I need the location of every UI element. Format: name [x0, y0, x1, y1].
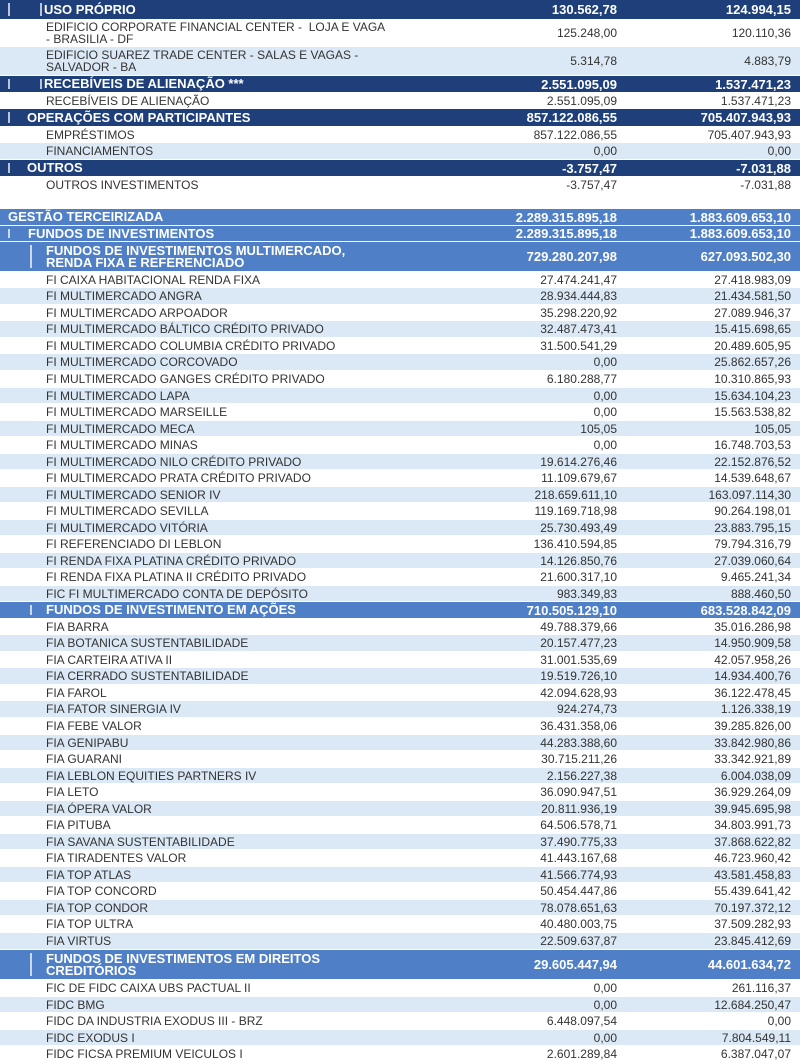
- value-previous: 27.039.060,64: [714, 553, 791, 568]
- value-current: 119.169.718,98: [534, 504, 617, 518]
- value-current: 14.126.850,76: [540, 553, 617, 568]
- row-label: FI MULTIMERCADO SENIOR IV: [46, 487, 221, 502]
- value-current: 25.730.493,49: [540, 520, 617, 535]
- value-current: 37.490.775,33: [540, 834, 617, 849]
- value-previous: 20.489.605,95: [714, 338, 791, 353]
- table-row: [0, 20, 800, 47]
- value-current: 5.314,78: [570, 54, 617, 68]
- value-current: 36.431.358,06: [540, 719, 617, 733]
- value-current: 20.157.477,23: [540, 636, 617, 650]
- value-current: 710.505.129,10: [526, 602, 617, 618]
- value-previous: 6.387.047,07: [720, 1047, 791, 1061]
- value-previous: 1.537.471,23: [720, 93, 791, 108]
- table-row: [0, 536, 800, 553]
- table-row: [0, 867, 800, 883]
- row-label: EDIFICIO CORPORATE FINANCIAL CENTER - LOJA E VAGA - BRASILIA - DF: [46, 20, 386, 46]
- value-previous: 0,00: [767, 1014, 791, 1028]
- row-label: FIA LEBLON EQUITIES PARTNERS IV: [46, 768, 257, 783]
- table-row: [0, 338, 800, 354]
- value-previous: 705.407.943,93: [707, 127, 791, 142]
- value-current: 105,05: [580, 421, 617, 436]
- value-previous: 34.803.991,73: [714, 818, 791, 832]
- table-row: [0, 883, 800, 900]
- value-previous: 27.089.946,37: [714, 305, 791, 320]
- value-current: 218.659.611,10: [534, 487, 617, 502]
- value-previous: 16.748.703,53: [714, 438, 791, 452]
- row-marker: [40, 3, 42, 16]
- section-header-row: [0, 0, 800, 20]
- table-row: [0, 288, 800, 305]
- value-previous: 14.934.400,76: [714, 669, 791, 683]
- table-row: [0, 933, 800, 950]
- table-row: [0, 177, 800, 194]
- row-label: FI MULTIMERCADO SEVILLA: [46, 504, 209, 518]
- row-label: FI CAIXA HABITACIONAL RENDA FIXA: [46, 272, 261, 287]
- value-current: 50.454.447,86: [540, 884, 617, 898]
- row-label: FI MULTIMERCADO ARPOADOR: [46, 305, 228, 320]
- row-label: FI MULTIMERCADO COLUMBIA CRÉDITO PRIVADO: [46, 338, 336, 353]
- value-previous: 14.950.909,58: [714, 636, 791, 650]
- value-current: 2.551.095,09: [541, 76, 617, 92]
- value-previous: 36.122.478,45: [714, 685, 791, 700]
- value-current: 2.551.095,09: [546, 93, 617, 108]
- value-current: 20.811.936,19: [541, 801, 617, 816]
- row-label: FIA TOP CONCORD: [46, 884, 157, 898]
- row-label: RECEBÍVEIS DE ALIENAÇÃO: [46, 93, 210, 108]
- table-row: [0, 272, 800, 288]
- row-label: FI MULTIMERCADO MARSEILLE: [46, 405, 228, 419]
- value-current: 31.500.541,29: [540, 338, 617, 353]
- value-previous: 124.994,15: [725, 2, 791, 17]
- value-previous: 27.418.983,09: [714, 272, 791, 287]
- value-previous: 1.537.471,23: [715, 76, 791, 92]
- row-marker: [8, 229, 10, 238]
- value-previous: 55.439.641,42: [714, 884, 791, 898]
- value-current: 0,00: [593, 438, 617, 452]
- value-previous: 37.509.282,93: [714, 917, 791, 931]
- section-header-row: [0, 209, 800, 226]
- section-header-row: [0, 160, 800, 177]
- value-previous: 1.126.338,19: [720, 702, 791, 716]
- table-row: [0, 47, 800, 76]
- row-label: FI RENDA FIXA PLATINA II CRÉDITO PRIVADO: [46, 570, 307, 584]
- row-label: FIDC FICSA PREMIUM VEICULOS I: [46, 1047, 243, 1061]
- table-row: [0, 735, 800, 751]
- value-current: 130.562,78: [551, 2, 617, 17]
- table-row: [0, 801, 800, 817]
- value-current: 22.509.637,87: [540, 934, 617, 948]
- value-previous: 10.310.865,93: [714, 372, 791, 386]
- value-current: 19.614.276,46: [540, 454, 617, 469]
- section-header-row: [0, 602, 800, 619]
- value-current: 0,00: [593, 144, 617, 158]
- value-previous: 261.116,37: [731, 981, 791, 995]
- row-label: OUTROS INVESTIMENTOS: [46, 178, 199, 192]
- table-row: [0, 751, 800, 768]
- value-current: 6.448.097,54: [546, 1014, 617, 1028]
- row-label: FI MULTIMERCADO BÁLTICO CRÉDITO PRIVADO: [46, 322, 324, 336]
- row-label: FIDC EXODUS I: [46, 1030, 135, 1045]
- row-label: FIA PITUBA: [46, 818, 111, 832]
- value-current: 21.600.317,10: [540, 570, 617, 584]
- value-current: 35.298.220,92: [540, 305, 617, 320]
- table-row: [0, 305, 800, 321]
- value-current: 0,00: [593, 1030, 617, 1045]
- value-current: 44.283.388,60: [540, 735, 617, 750]
- table-row: [0, 652, 800, 668]
- row-label: FIA TOP CONDOR: [46, 900, 149, 915]
- value-current: 19.519.726,10: [540, 669, 617, 683]
- value-current: 857.122.086,55: [533, 127, 617, 142]
- value-previous: 25.862.657,26: [714, 355, 791, 369]
- row-label: FI MULTIMERCADO MECA: [46, 421, 195, 436]
- value-previous: 4.883,79: [744, 54, 791, 68]
- row-label: GESTÃO TERCEIRIZADA: [8, 209, 164, 224]
- value-current: 78.078.651,63: [540, 900, 617, 915]
- row-label: FI MULTIMERCADO VITÓRIA: [46, 520, 208, 535]
- value-previous: 43.581.458,83: [714, 867, 791, 882]
- value-current: 136.410.594,85: [533, 537, 617, 551]
- section-header-row: [0, 950, 800, 980]
- value-previous: 35.016.286,98: [714, 619, 791, 634]
- row-label: FI MULTIMERCADO MINAS: [46, 438, 198, 452]
- row-label: FI MULTIMERCADO GANGES CRÉDITO PRIVADO: [46, 372, 325, 386]
- value-current: 41.443.167,68: [540, 851, 617, 865]
- row-label: FIA VIRTUS: [46, 934, 112, 948]
- table-row: [0, 487, 800, 503]
- value-current: 983.349,83: [556, 586, 617, 601]
- value-previous: 42.057.958,26: [714, 652, 791, 667]
- table-row: [0, 388, 800, 404]
- row-label: FIA TIRADENTES VALOR: [46, 851, 187, 865]
- table-row: [0, 569, 800, 586]
- section-header-row: [0, 226, 800, 242]
- value-previous: 46.723.960,42: [714, 851, 791, 865]
- row-label: FI MULTIMERCADO ANGRA: [46, 289, 202, 303]
- row-label: USO PRÓPRIO: [44, 1, 136, 17]
- value-previous: 15.634.104,23: [714, 388, 791, 403]
- value-current: 125.248,00: [556, 26, 617, 40]
- value-current: 11.109.679,67: [541, 471, 617, 485]
- row-label: FIC FI MULTIMERCADO CONTA DE DEPÓSITO: [46, 586, 309, 601]
- table-row: [0, 718, 800, 735]
- value-previous: 120.110,36: [731, 26, 791, 40]
- value-current: 924.274,73: [556, 702, 617, 716]
- row-label: EDIFICIO SUAREZ TRADE CENTER - SALAS E VAGAS - SALVADOR - BA: [46, 48, 359, 74]
- value-current: 2.601.289,84: [546, 1047, 617, 1061]
- value-previous: 23.845.412,69: [714, 934, 791, 948]
- row-label: EMPRÉSTIMOS: [46, 127, 135, 142]
- value-previous: 12.684.250,47: [714, 997, 791, 1012]
- value-current: 29.605.447,94: [533, 957, 617, 972]
- value-current: 0,00: [593, 405, 617, 419]
- value-current: 41.566.774,93: [540, 867, 617, 882]
- table-row: [0, 768, 800, 784]
- row-label: FUNDOS DE INVESTIMENTOS EM DIREITOS CREDITÓRIOS: [46, 950, 320, 978]
- value-previous: 70.197.372,12: [714, 900, 791, 915]
- value-previous: 22.152.876,52: [714, 454, 791, 469]
- value-current: 0,00: [593, 388, 617, 403]
- table-row: [0, 997, 800, 1013]
- row-marker: [30, 605, 32, 615]
- value-current: 31.001.535,69: [540, 652, 617, 667]
- value-current: 40.480.003,75: [540, 917, 617, 931]
- row-marker: [8, 79, 10, 89]
- table-row: [0, 143, 800, 160]
- table-row: [0, 371, 800, 388]
- row-marker: [8, 112, 10, 123]
- value-previous: -7.031,88: [736, 160, 791, 176]
- value-previous: 105,05: [754, 421, 791, 436]
- row-label: FUNDOS DE INVESTIMENTOS MULTIMERCADO, RENDA FIXA E REFERENCIADO: [46, 242, 346, 270]
- value-previous: 163.097.114,30: [708, 487, 791, 502]
- value-current: 0,00: [593, 981, 617, 995]
- row-label: FIA FATOR SINERGIA IV: [46, 702, 181, 716]
- row-label: OPERAÇÕES COM PARTICIPANTES: [27, 109, 251, 125]
- table-row: [0, 980, 800, 997]
- row-label: FI MULTIMERCADO CORCOVADO: [46, 355, 238, 369]
- row-marker: [30, 245, 32, 268]
- table-row: [0, 1030, 800, 1046]
- value-current: 32.487.473,41: [540, 322, 617, 336]
- row-label: FIA CARTEIRA ATIVA II: [46, 652, 173, 667]
- table-row: [0, 916, 800, 933]
- row-label: FIA ÓPERA VALOR: [46, 801, 152, 816]
- value-previous: 7.804.549,11: [721, 1030, 791, 1045]
- value-previous: 33.842.980,86: [714, 735, 791, 750]
- row-label: FIC DE FIDC CAIXA UBS PACTUAL II: [46, 981, 251, 995]
- value-current: 36.090.947,51: [540, 785, 617, 799]
- value-previous: 21.434.581,50: [714, 289, 791, 303]
- value-current: 729.280.207,98: [526, 249, 617, 264]
- spacer-row: [0, 194, 800, 209]
- row-label: FI MULTIMERCADO PRATA CRÉDITO PRIVADO: [46, 471, 311, 485]
- value-previous: 33.342.921,89: [714, 752, 791, 766]
- row-label: FI MULTIMERCADO LAPA: [46, 388, 190, 403]
- row-label: FUNDOS DE INVESTIMENTO EM AÇÕES: [46, 602, 296, 617]
- table-row: [0, 586, 800, 602]
- row-label: FIDC BMG: [46, 997, 105, 1012]
- table-row: [0, 404, 800, 421]
- table-row: [0, 127, 800, 143]
- table-row: [0, 354, 800, 371]
- row-label: OUTROS: [27, 160, 83, 175]
- row-label: FIA GUARANI: [46, 752, 123, 766]
- value-previous: 1.883.609.653,10: [689, 209, 791, 225]
- value-previous: 37.868.622,82: [714, 834, 791, 849]
- value-previous: 23.883.795,15: [714, 520, 791, 535]
- value-previous: 888.460,50: [730, 586, 791, 601]
- value-previous: 39.285.826,00: [714, 719, 791, 733]
- table-row: [0, 701, 800, 718]
- value-previous: 39.945.695,98: [714, 801, 791, 816]
- row-marker: [40, 79, 42, 89]
- row-label: FIA FAROL: [46, 685, 107, 700]
- row-label: FIA CERRADO SUSTENTABILIDADE: [46, 669, 249, 683]
- table-row: [0, 619, 800, 635]
- section-header-row: [0, 76, 800, 93]
- value-previous: 705.407.943,93: [700, 110, 791, 125]
- table-row: [0, 503, 800, 520]
- row-label: FIDC DA INDUSTRIA EXODUS III - BRZ: [46, 1014, 263, 1028]
- table-row: [0, 817, 800, 834]
- value-current: 42.094.628,93: [540, 685, 617, 700]
- table-row: [0, 321, 800, 338]
- value-previous: 36.929.264,09: [714, 785, 791, 799]
- value-current: -3.757,47: [566, 178, 617, 192]
- value-current: 0,00: [593, 997, 617, 1012]
- table-row: [0, 834, 800, 850]
- value-current: 6.180.288,77: [546, 372, 617, 386]
- value-previous: -7.031,88: [740, 178, 791, 192]
- table-row: [0, 900, 800, 916]
- row-label: FIA SAVANA SUSTENTABILIDADE: [46, 834, 235, 849]
- value-previous: 9.465.241,34: [720, 570, 791, 584]
- row-marker: [8, 163, 10, 173]
- value-current: -3.757,47: [562, 160, 617, 176]
- row-label: FI REFERENCIADO DI LEBLON: [46, 537, 222, 551]
- value-current: 64.506.578,71: [540, 818, 617, 832]
- table-row: [0, 437, 800, 454]
- row-label: RECEBÍVEIS DE ALIENAÇÃO ***: [44, 76, 244, 91]
- row-label: FIA BOTANICA SUSTENTABILIDADE: [46, 636, 249, 650]
- table-row: [0, 1013, 800, 1030]
- table-row: [0, 784, 800, 801]
- row-marker: [8, 3, 10, 16]
- table-row: [0, 553, 800, 569]
- value-previous: 627.093.502,30: [700, 249, 791, 264]
- value-previous: 0,00: [767, 144, 791, 158]
- value-previous: 79.794.316,79: [714, 537, 791, 551]
- value-current: 857.122.086,55: [526, 110, 617, 125]
- value-current: 0,00: [593, 355, 617, 369]
- value-current: 2.289.315.895,18: [515, 226, 617, 241]
- row-label: FINANCIAMENTOS: [46, 144, 154, 158]
- value-previous: 14.539.648,67: [714, 471, 791, 485]
- value-current: 30.715.211,26: [541, 752, 617, 766]
- value-current: 2.156.227,38: [546, 768, 617, 783]
- table-row: [0, 1046, 800, 1063]
- row-label: FI RENDA FIXA PLATINA CRÉDITO PRIVADO: [46, 553, 297, 568]
- table-row: [0, 668, 800, 685]
- table-row: [0, 93, 800, 109]
- row-label: FIA FEBE VALOR: [46, 719, 142, 733]
- row-label: FIA TOP ATLAS: [46, 867, 132, 882]
- row-label: FI MULTIMERCADO NILO CRÉDITO PRIVADO: [46, 454, 302, 469]
- row-label: FIA GENIPABU: [46, 735, 129, 750]
- value-previous: 1.883.609.653,10: [689, 226, 791, 241]
- value-previous: 6.004.038,09: [720, 768, 791, 783]
- table-row: [0, 470, 800, 487]
- row-label: FIA TOP ULTRA: [46, 917, 134, 931]
- value-previous: 90.264.198,01: [714, 504, 791, 518]
- row-label: FUNDOS DE INVESTIMENTOS: [28, 225, 215, 241]
- table-row: [0, 635, 800, 652]
- row-marker: [30, 953, 32, 976]
- value-current: 28.934.444,83: [540, 289, 617, 303]
- table-row: [0, 454, 800, 470]
- row-label: FIA BARRA: [46, 619, 109, 634]
- value-current: 2.289.315.895,18: [515, 209, 617, 225]
- section-header-row: [0, 109, 800, 127]
- value-previous: 683.528.842,09: [700, 602, 791, 618]
- value-current: 49.788.379,66: [540, 619, 617, 634]
- table-row: [0, 421, 800, 437]
- value-previous: 15.563.538,82: [714, 405, 791, 419]
- table-row: [0, 685, 800, 701]
- section-header-row: [0, 242, 800, 272]
- value-current: 27.474.241,47: [540, 272, 617, 287]
- table-row: [0, 850, 800, 867]
- row-label: FIA LETO: [46, 785, 99, 799]
- value-previous: 44.601.634,72: [707, 957, 791, 972]
- table-row: [0, 520, 800, 536]
- value-previous: 15.415.698,65: [714, 322, 791, 336]
